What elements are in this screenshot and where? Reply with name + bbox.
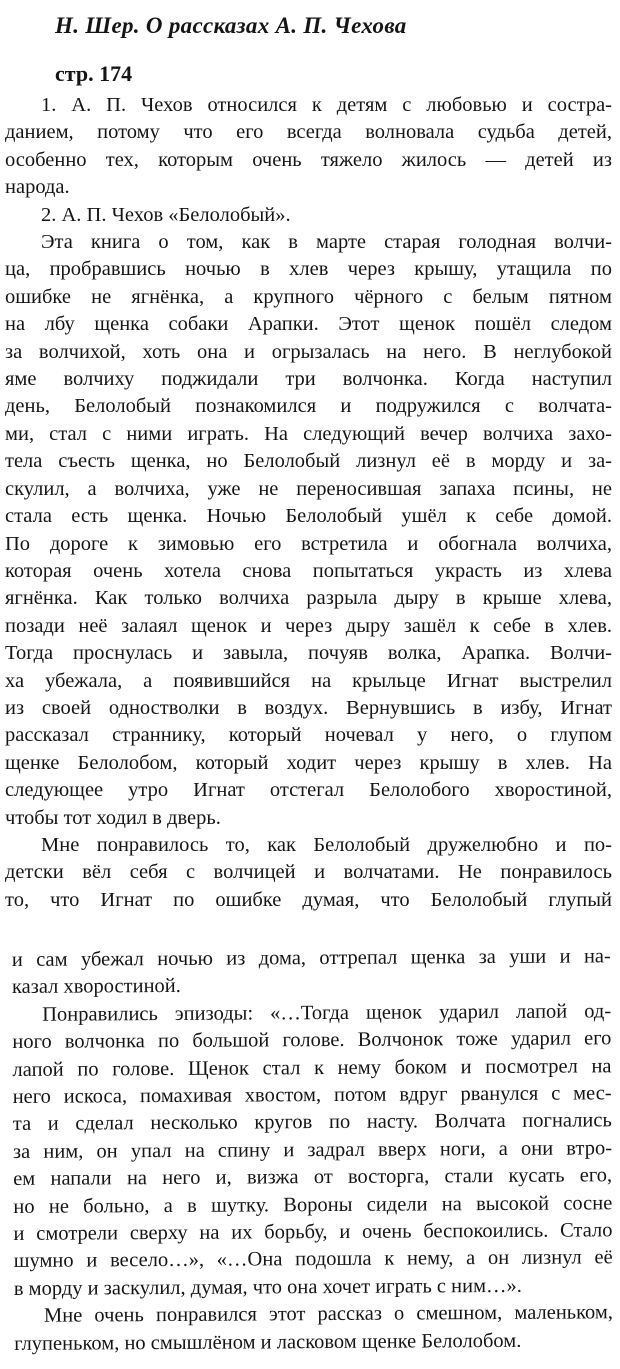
text-line: в морду и заскулил, думая, что она хочет играть с ним…». [13,1274,522,1301]
text-line: чтобы тот ходил в дверь. [5,806,221,829]
text-section-top [5,92,612,914]
text-line: та и сделал несколько кругов по насту. Волчата погнались [12,1109,612,1136]
text-line: стала есть щенка. Ночью Белолобый ушёл к себе домой. [5,505,612,528]
text-line: лапой по голове. Щенок стал к нему боком и посмотрел на [12,1055,612,1081]
text-line: щенке Белолобом, который ходит через крышу в хлев. На [5,751,612,774]
text-line: ца, пробравшись ночью в хлев через крышу, утащила по [5,258,612,281]
page-reference: стр. 174 [55,61,133,86]
text-line: ха убежала, а появившийся на крыльце Игнат выстрелил [5,669,612,692]
text-line: Мне понравилось то, как Белолобый дружелюбно и по- [41,833,612,856]
text-line: шумно и весело…», «…Она подошла к нему, а он лизнул её [13,1246,613,1273]
text-line: скулил, а волчиха, уже не переносившая запаха псины, не [5,477,612,500]
text-line: особенно тех, которым очень тяжело жилось — детей из [5,148,612,171]
text-line: казал хворостиной. [11,975,181,999]
text-line: 1. А. П. Чехов относился к детям с любовью и состра- [41,94,612,116]
text-line: которая очень хотела снова попытаться украсть из хлева [5,559,612,582]
text-line: то, что Игнат по ошибке думая, что Белолобый глупый [5,888,612,911]
text-line: за ним, он упал на спину и задрал вверх ноги, а они втро- [12,1137,613,1163]
text-line: на лбу щенка собаки Арапки. Этот щенок пошёл следом [5,313,612,336]
text-line: Мне очень понравился этот рассказ о смешном, маленьком, [43,1301,614,1328]
text-line: ного волчонка по большой голове. Волчонок тоже ударил его [12,1027,612,1054]
paragraph [12,998,613,1303]
text-line: глупеньком, но смышлёном и ласковом щенке Белолобом. [14,1329,522,1355]
chapter-title: Н. Шер. О рассказах А. П. Чехова [55,13,407,38]
text-line: народа. [5,176,70,199]
text-line: но не больно, а в шутку. Вороны сидели на высокой сосне [13,1192,613,1218]
text-line: ошибке не ягнёнка, а крупного чёрного с белым пятном [5,285,612,308]
paragraph [5,229,612,832]
text-line: ем напали на него и, визжа от восторга, стали кусать его, [13,1164,613,1191]
text-line: ми, стал с ними играть. На следующий вечер волчиха захо- [5,422,612,445]
paragraph [5,202,612,229]
text-line: Эта книга о том, как в марте старая голодная волчи- [41,231,612,254]
text-line: Понравились эпизоды: «…Тогда щенок ударил лапой од- [42,1000,612,1026]
text-line: ягнёнка. Как только волчиха разрыла дыру в крыше хлева, [5,587,612,610]
text-line: него искоса, помахивая хвостом, потом вдруг рванулся с мес- [12,1082,612,1109]
paragraph [5,832,612,914]
paragraph [5,92,612,202]
text-line: яме волчиху поджидали три волчонка. Когда наступил [5,368,612,391]
text-line: и сам убежал ночью из дома, оттрепал щенка за уши и на- [11,945,611,972]
text-line: из своей одностволки в воздух. Вернувшись в избу, Игнат [5,696,612,719]
text-line: и смотрели сверху на их борьбу, и очень беспокоились. Стало [13,1219,613,1246]
text-line: тела съесть щенка, но Белолобый лизнул её в морду и за- [5,450,612,473]
text-line: данием, потому что его всегда волновала судьба детей, [5,121,612,144]
paragraph [14,1300,613,1358]
text-line: детски вёл себя с волчицей и волчатами. Не понравилось [5,861,612,884]
text-line: день, Белолобый познакомился и подружился с волчата- [5,395,612,418]
text-line: следующее утро Игнат отстегал Белолобого хворостиной, [5,779,612,802]
text-line: 2. А. П. Чехов «Белолобый». [41,203,291,226]
text-line: позади неё залаял щенок и через дыру зашёл к себе в хлев. [5,614,612,637]
text-line: рассказал страннику, который ночевал у него, о глупом [5,724,612,747]
text-line: за волчихой, хоть она и огрызалась на него. В неглубокой [5,340,612,363]
text-section-bottom [4,943,613,1358]
paragraph [12,943,611,1001]
text-line: Тогда проснулась и завыла, почуяв волка, Арапка. Волчи- [5,642,612,665]
text-line: По дороге к зимовью его встретила и обогнала волчиха, [5,532,612,555]
